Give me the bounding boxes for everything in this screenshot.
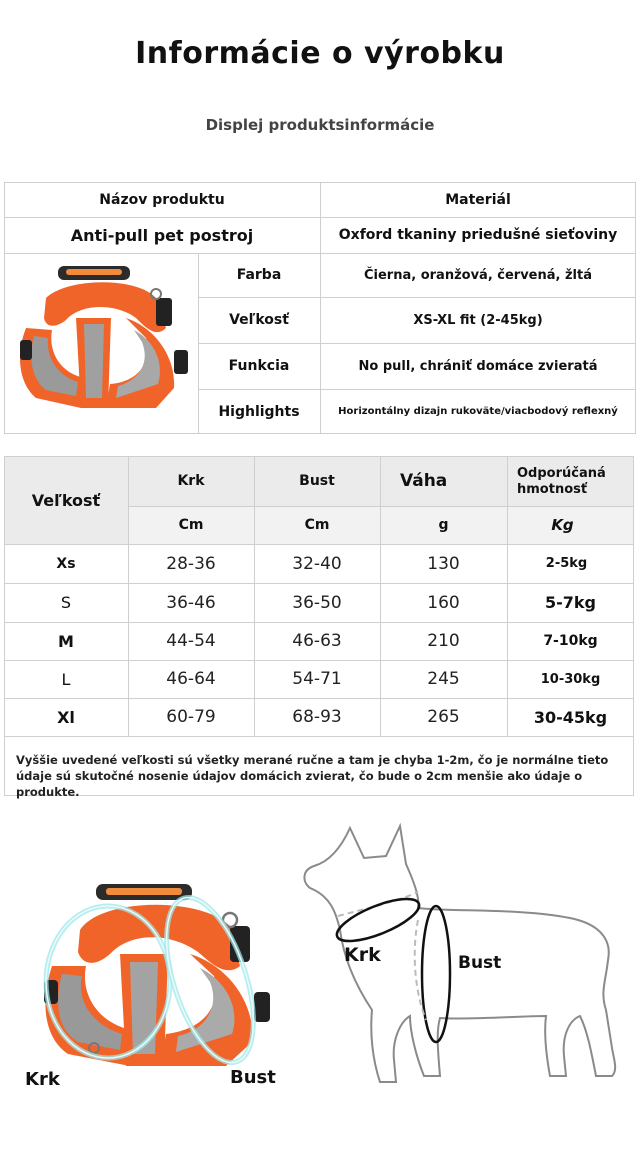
- page-subtitle: Displej produktsinformácie: [205, 116, 435, 134]
- size-cell: M: [58, 631, 74, 651]
- harness-diagram-icon: [20, 870, 290, 1090]
- page-title: Informácie o výrobku: [135, 36, 505, 71]
- weight-column-header: Váha: [400, 471, 448, 491]
- size-cell: S: [60, 593, 72, 612]
- product-name-value: Anti-pull pet postroj: [70, 225, 254, 245]
- weight-cell: 210: [427, 631, 460, 651]
- dog-neck-label: Krk: [344, 944, 381, 966]
- recommended-cell: 30-45kg: [533, 707, 608, 727]
- harness-neck-label: Krk: [25, 1069, 60, 1090]
- neck-column-header: Krk: [177, 473, 205, 489]
- size-cell: Xl: [57, 707, 75, 727]
- recommended-cell: 2-5kg: [545, 556, 588, 571]
- weight-cell: 160: [427, 592, 460, 613]
- harness-bust-label: Bust: [230, 1067, 276, 1088]
- info-row-value: Horizontálny dizajn rukoväte/viacbodový reflexný: [338, 406, 618, 417]
- recommended-cell: 7-10kg: [543, 633, 598, 649]
- bust-column-header: Bust: [299, 473, 335, 489]
- bust-cell: 54-71: [292, 669, 342, 689]
- harness-measurement-diagram: [20, 870, 290, 1090]
- weight-cell: 130: [427, 553, 460, 574]
- neck-cell: 36-46: [166, 592, 216, 613]
- info-row-label: Veľkosť: [229, 312, 289, 328]
- weight-unit: g: [438, 517, 449, 533]
- size-cell: Xs: [56, 555, 76, 572]
- material-label: Materiál: [445, 191, 511, 208]
- neck-cell: 28-36: [166, 553, 216, 574]
- bust-cell: 68-93: [292, 707, 342, 727]
- harness-product-image: [6, 258, 196, 430]
- bust-cell: 46-63: [292, 631, 342, 651]
- dog-bust-label: Bust: [458, 953, 502, 973]
- weight-cell: 265: [427, 707, 460, 727]
- recommended-column-header: Odporúčaná hmotnosť: [517, 466, 606, 497]
- info-row-label: Farba: [236, 267, 282, 283]
- bust-cell: 32-40: [292, 553, 342, 574]
- info-row-value: No pull, chrániť domáce zvieratá: [358, 358, 598, 374]
- neck-cell: 46-64: [166, 669, 216, 689]
- neck-unit: Cm: [178, 517, 204, 533]
- bust-cell: 36-50: [292, 592, 342, 613]
- info-row-value: XS-XL fit (2-45kg): [413, 312, 543, 328]
- weight-cell: 245: [427, 669, 460, 689]
- info-row-value: Čierna, oranžová, červená, žltá: [363, 267, 593, 283]
- recommended-unit: Kg: [551, 516, 574, 534]
- info-row-label: Funkcia: [228, 358, 290, 374]
- bust-unit: Cm: [304, 517, 330, 533]
- material-value: Oxford tkaniny priedušné sieťoviny: [338, 227, 618, 243]
- neck-cell: 44-54: [166, 631, 216, 651]
- info-row-label: Highlights: [218, 403, 300, 420]
- measurement-note: Vyššie uvedené veľkosti sú všetky merané ručne a tam je chyba 1-2m, čo je normálne tieto údaje sú skutočné nosenie údajov domácich zvierat, čo bude o 2cm menšie ako údaje o produkte.: [16, 753, 609, 799]
- size-divider: [4, 736, 634, 737]
- size-column-header: Veľkosť: [31, 490, 101, 510]
- size-cell: L: [61, 669, 71, 689]
- neck-cell: 60-79: [166, 707, 216, 727]
- recommended-cell: 5-7kg: [545, 593, 596, 612]
- recommended-cell: 10-30kg: [540, 671, 601, 687]
- harness-image-icon: [6, 258, 196, 430]
- product-name-label: Názov produktu: [99, 191, 225, 208]
